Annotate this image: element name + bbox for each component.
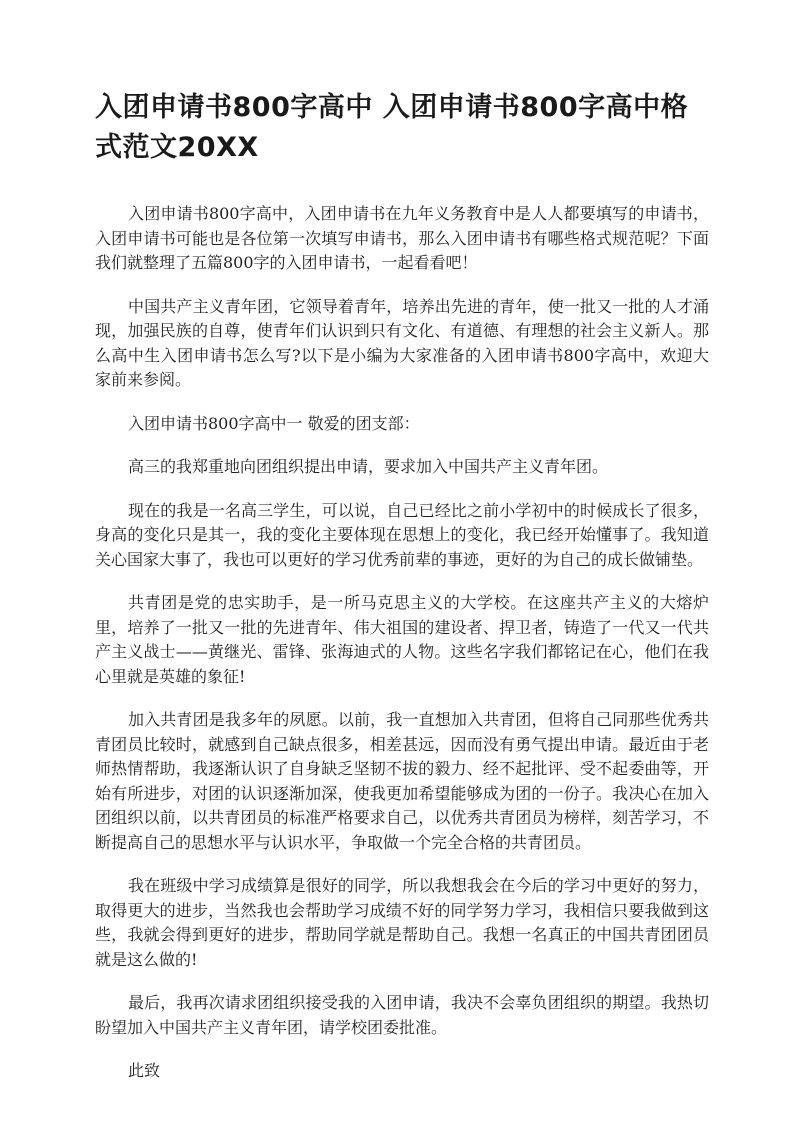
paragraph-application-statement: 高三的我郑重地向团组织提出申请，要求加入中国共产主义青年团。 [128, 457, 609, 476]
paragraph-aspiration: 加入共青团是我多年的夙愿。以前，我一直想加入共青团，但将自己同那些优秀共青团员比较时，就感到自己缺点很多，相差甚远，因而没有勇气提出申请。最近由于老师热情帮助，我逐渐认识了自身缺乏坚韧不拔的毅力、经不起批评、受不起委曲等，开始有所进步，对团的认识逐渐加深，使我更加希望能够成为团的一份子。我决心在加入团组织以前，以共青团员的标准严格要求自己，以优秀共青团员为榜样，刻苦学习，不断提高自己的思想水平与认识水平，争取做一个完全合格的共青团员。 [95, 710, 709, 852]
document-page [95, 88, 709, 1103]
paragraph-league-role: 共青团是党的忠实助手，是一所马克思主义的大学校。在这座共产主义的大熔炉里，培养了一批又一批的先进青年、伟大祖国的建设者、捍卫者，铸造了一代又一代共产主义战士——黄继光、雷锋、张海迪式的人物。这些名字我们都铭记在心，他们在我心里就是英雄的象征! [95, 593, 709, 686]
paragraph-request: 最后，我再次请求团组织接受我的入团申请，我决不会辜负团组织的期望。我热切盼望加入中国共产主义青年团，请学校团委批准。 [95, 993, 709, 1037]
paragraph-salutation: 入团申请书800字高中一 敬爱的团支部： [128, 413, 420, 433]
paragraph-closing: 此致 [128, 1061, 161, 1080]
paragraph-growth: 现在的我是一名高三学生，可以说，自己已经比之前小学初中的时候成长了很多，身高的变化只是其一，我的变化主要体现在思想上的变化，我已经开始懂事了。我知道关心国家大事了，我也可以更好的学习优秀前辈的事迹，更好的为自己的成长做铺垫。 [95, 500, 709, 569]
document-body [95, 202, 709, 1084]
paragraph-study: 我在班级中学习成绩算是很好的同学，所以我想我会在今后的学习中更好的努力，取得更大的进步，当然我也会帮助学习成绩不好的同学努力学习，我相信只要我做到这些，我就会得到更好的进步，帮助同学就是帮助自己。我想一名真正的中国共青团团员就是这么做的! [95, 876, 709, 969]
document-title: 入团申请书800字高中 入团申请书800字高中格式范文20XX [95, 92, 689, 163]
paragraph-intro: 入团申请书800字高中，入团申请书在九年义务教育中是人人都要填写的申请书，入团申请书可能也是各位第一次填写申请书，那么入团申请书有哪些格式规范呢？下面我们就整理了五篇800字的入团申请书，一起看看吧！ [95, 204, 709, 272]
paragraph-league-overview: 中国共产主义青年团，它领导着青年，培养出先进的青年，使一批又一批的人才涌现，加强民族的自尊，使青年们认识到只有文化、有道德、有理想的社会主义新人。那么高中生入团申请书怎么写?以下是小编为大家准备的入团申请书800字高中，欢迎大家前来参阅。 [95, 296, 709, 389]
